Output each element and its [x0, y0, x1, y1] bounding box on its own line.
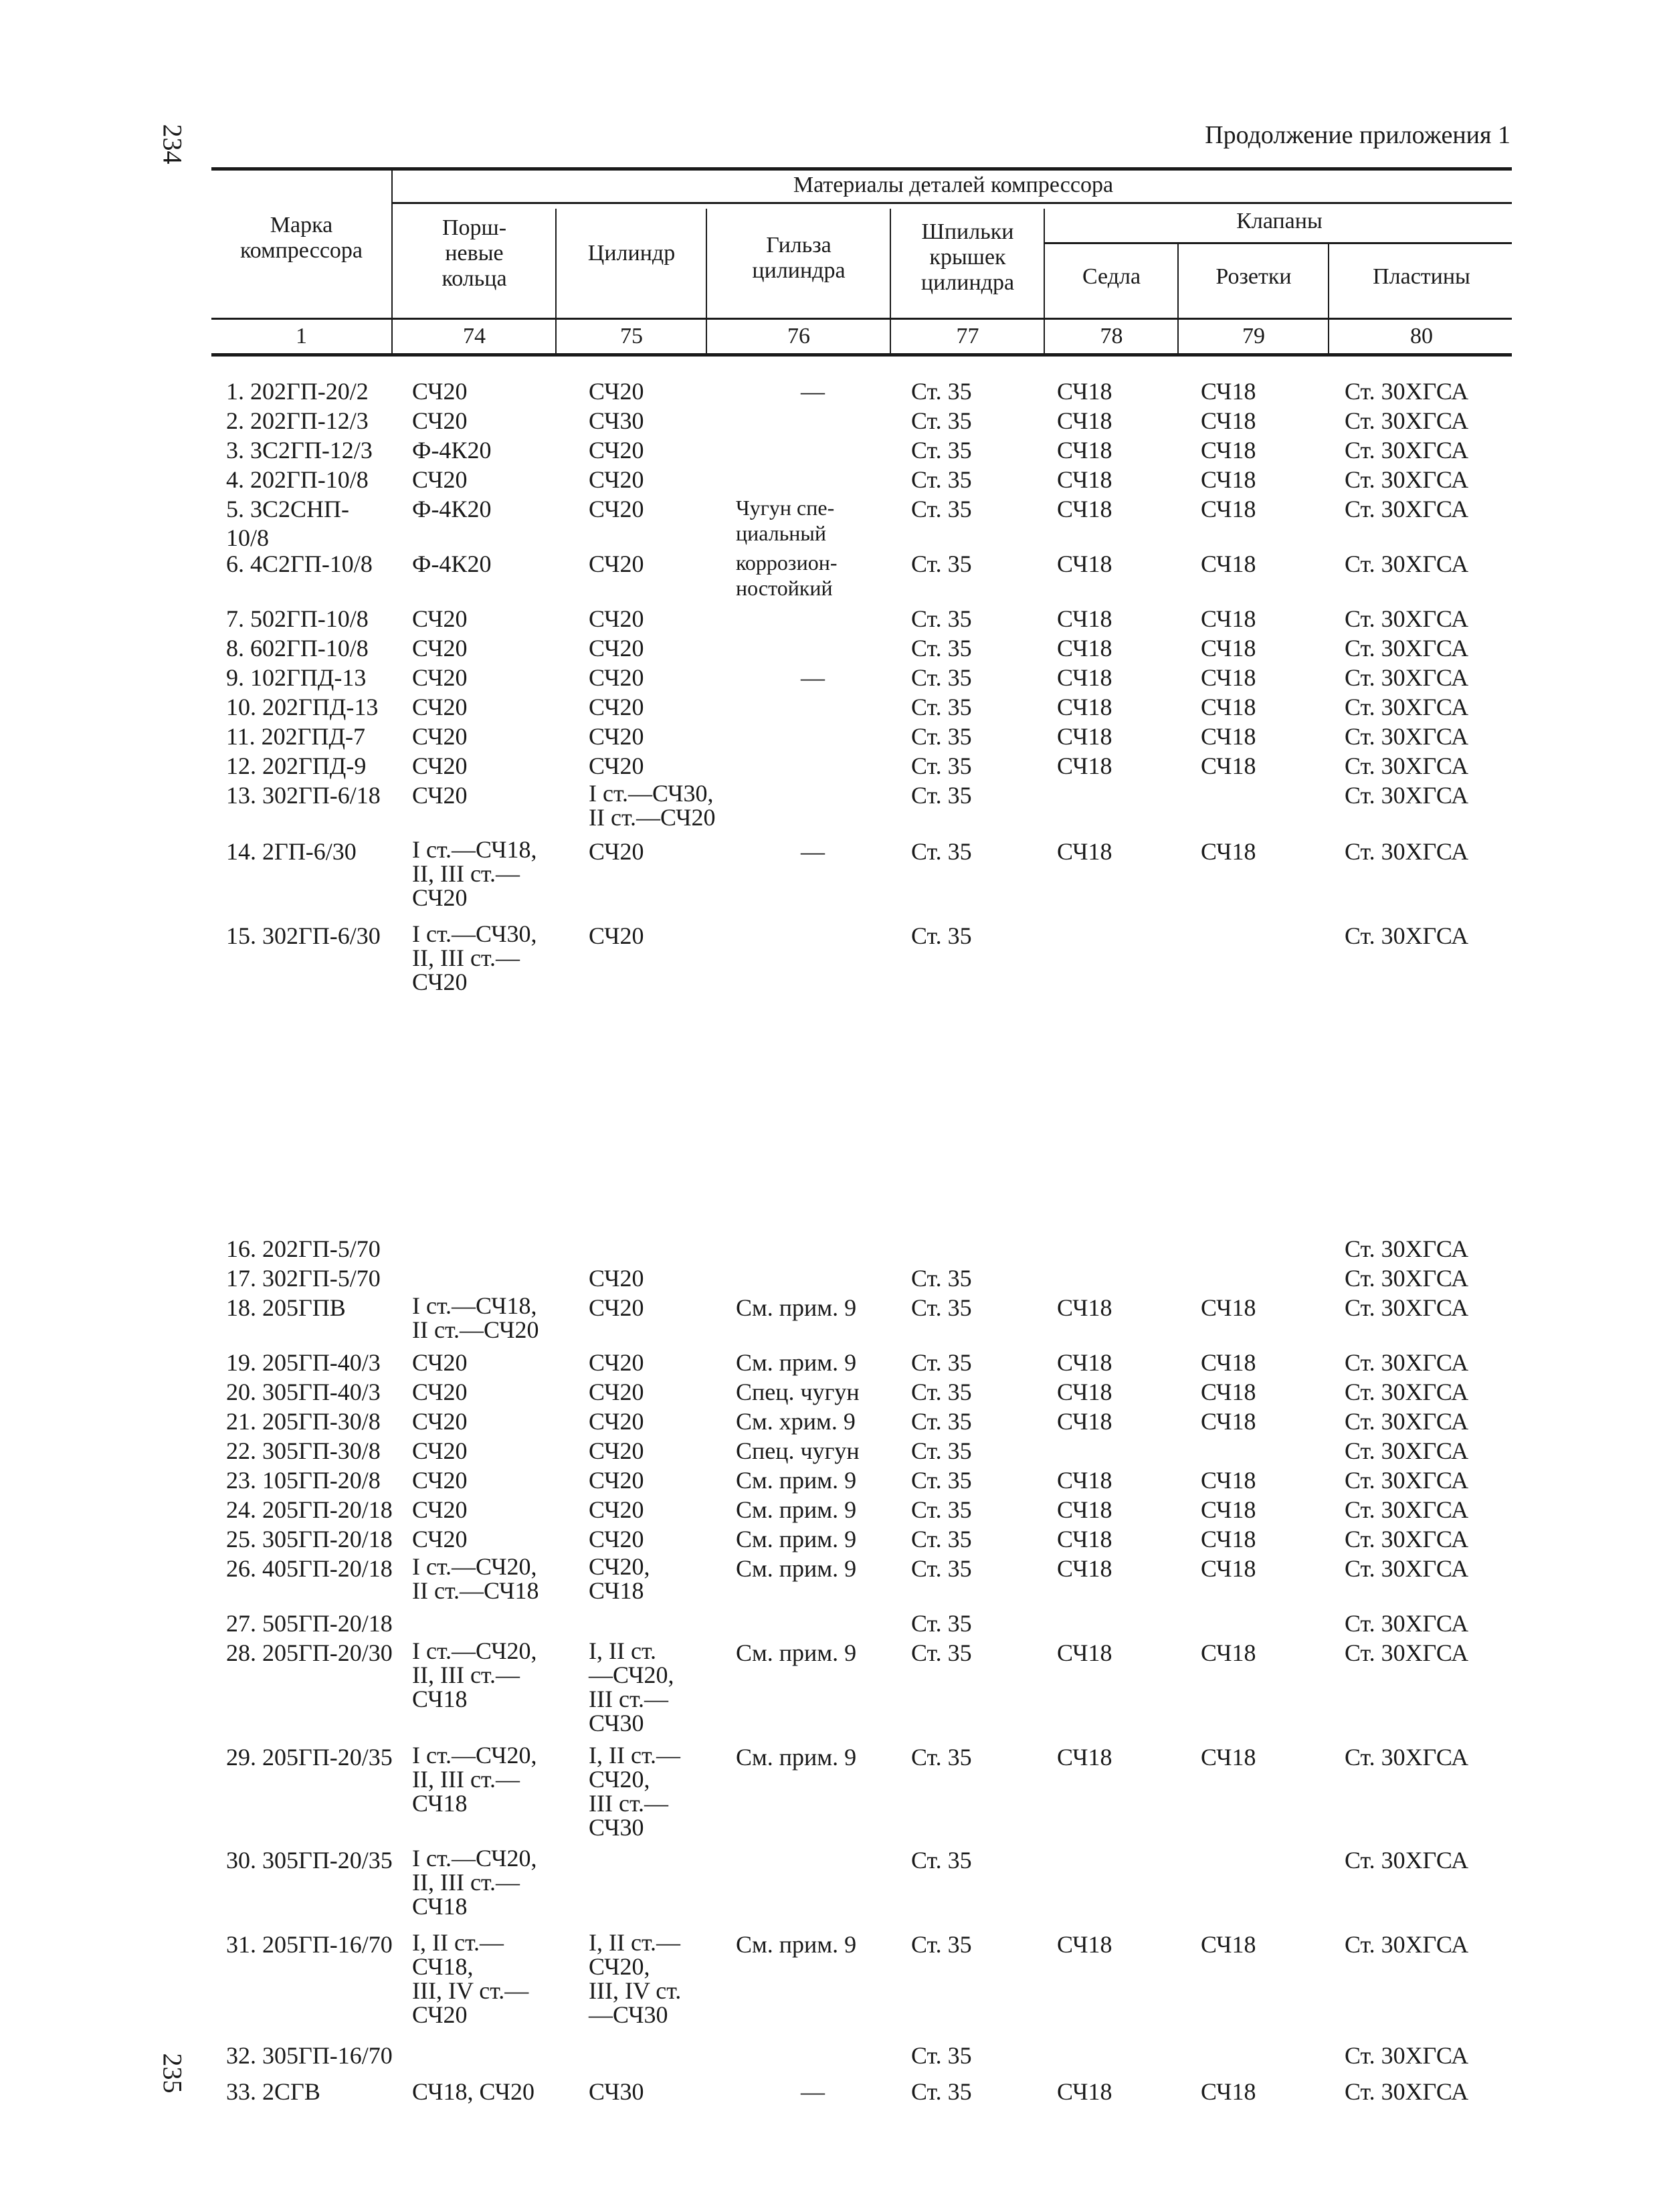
header-bottom-rule — [211, 318, 1512, 320]
cell-plates: Ст. 30ХГСА — [1345, 1555, 1469, 1582]
header-cylinder: Цилиндр — [587, 241, 676, 266]
header-seats: Седла — [1082, 264, 1141, 289]
cell-plates: Ст. 30ХГСА — [1345, 496, 1469, 522]
cell-rosettes: СЧ18 — [1201, 1294, 1256, 1321]
cell-cylinder: СЧ20 — [589, 664, 644, 691]
cell-studs: Ст. 35 — [911, 1265, 972, 1292]
cell-plates: Ст. 30ХГСА — [1345, 782, 1469, 809]
cell-plates: Ст. 30ХГСА — [1345, 838, 1469, 865]
cell-rings: СЧ20 — [412, 635, 468, 662]
cell-liner: См. прим. 9 — [736, 1555, 857, 1582]
cell-rosettes: СЧ18 — [1201, 2078, 1256, 2105]
cell-marka: 29. 205ГП-20/35 — [226, 1744, 393, 1771]
cell-liner: См. прим. 9 — [736, 1526, 857, 1552]
cell-plates: Ст. 30ХГСА — [1345, 1408, 1469, 1435]
cell-plates: Ст. 30ХГСА — [1345, 1294, 1469, 1321]
cell-rings: I ст.—СЧ20, II, III ст.— СЧ18 — [412, 1742, 537, 1817]
cell-marka: 16. 202ГП-5/70 — [226, 1235, 381, 1262]
cell-liner: — — [801, 664, 825, 691]
cell-studs: Ст. 35 — [911, 378, 972, 405]
cell-marka: 1. 202ГП-20/2 — [226, 378, 369, 405]
cell-rosettes: СЧ18 — [1201, 605, 1256, 632]
cell-studs: Ст. 35 — [911, 1555, 972, 1582]
cell-seats: СЧ18 — [1057, 694, 1112, 720]
cell-plates: Ст. 30ХГСА — [1345, 1379, 1469, 1405]
cell-studs: Ст. 35 — [911, 1931, 972, 1958]
cell-seats: СЧ18 — [1057, 2078, 1112, 2105]
cell-studs: Ст. 35 — [911, 2042, 972, 2069]
cell-cylinder: СЧ20 — [589, 1408, 644, 1435]
cell-rosettes: СЧ18 — [1201, 752, 1256, 779]
cell-rings: СЧ18, СЧ20 — [412, 2078, 535, 2105]
header-divider — [1044, 209, 1045, 355]
header-divider — [706, 209, 707, 355]
cell-plates: Ст. 30ХГСА — [1345, 752, 1469, 779]
cell-marka: 31. 205ГП-16/70 — [226, 1931, 393, 1958]
cell-rings: I ст.—СЧ18, II, III ст.— СЧ20 — [412, 836, 537, 911]
cell-studs: Ст. 35 — [911, 466, 972, 493]
cell-plates: Ст. 30ХГСА — [1345, 1349, 1469, 1376]
cell-liner: Спец. чугун — [736, 1379, 860, 1405]
cell-seats: СЧ18 — [1057, 1294, 1112, 1321]
cell-plates: Ст. 30ХГСА — [1345, 378, 1469, 405]
cell-rings: СЧ20 — [412, 1526, 468, 1552]
cell-rings: СЧ20 — [412, 752, 468, 779]
cell-cylinder: СЧ20 — [589, 723, 644, 750]
cell-studs: Ст. 35 — [911, 1379, 972, 1405]
cell-cylinder: СЧ20 — [589, 922, 644, 949]
cell-rosettes: СЧ18 — [1201, 1931, 1256, 1958]
header-top-rule — [211, 167, 1512, 171]
cell-marka: 32. 305ГП-16/70 — [226, 2042, 393, 2069]
cell-studs: Ст. 35 — [911, 1349, 972, 1376]
cell-cylinder: СЧ30 — [589, 407, 644, 434]
cell-studs: Ст. 35 — [911, 437, 972, 464]
cell-seats: СЧ18 — [1057, 378, 1112, 405]
cell-cylinder: СЧ20 — [589, 437, 644, 464]
cell-rosettes: СЧ18 — [1201, 664, 1256, 691]
cell-rosettes: СЧ18 — [1201, 1467, 1256, 1494]
cell-rings: СЧ20 — [412, 1467, 468, 1494]
cell-seats: СЧ18 — [1057, 752, 1112, 779]
cell-rings: СЧ20 — [412, 664, 468, 691]
cell-cylinder: СЧ20 — [589, 1467, 644, 1494]
cell-liner: — — [801, 378, 825, 405]
cell-cylinder: СЧ20 — [589, 605, 644, 632]
cell-plates: Ст. 30ХГСА — [1345, 2042, 1469, 2069]
cell-seats: СЧ18 — [1057, 1496, 1112, 1523]
cell-seats: СЧ18 — [1057, 1349, 1112, 1376]
cell-seats: СЧ18 — [1057, 635, 1112, 662]
cell-liner: См. прим. 9 — [736, 1467, 857, 1494]
cell-rosettes: СЧ18 — [1201, 550, 1256, 577]
cell-seats: СЧ18 — [1057, 1467, 1112, 1494]
cell-seats: СЧ18 — [1057, 466, 1112, 493]
cell-plates: Ст. 30ХГСА — [1345, 1265, 1469, 1292]
cell-rings: I ст.—СЧ20, II, III ст.— СЧ18 — [412, 1845, 537, 1920]
cell-seats: СЧ18 — [1057, 1408, 1112, 1435]
cell-cylinder: СЧ20 — [589, 466, 644, 493]
cell-rosettes: СЧ18 — [1201, 1526, 1256, 1552]
cell-plates: Ст. 30ХГСА — [1345, 1437, 1469, 1464]
materials-rule — [391, 202, 1512, 204]
cell-marka: 27. 505ГП-20/18 — [226, 1610, 393, 1637]
cell-cylinder: I, II ст. —СЧ20, III ст.— СЧ30 — [589, 1637, 674, 1736]
cell-studs: Ст. 35 — [911, 1639, 972, 1666]
cell-cylinder: СЧ20, СЧ18 — [589, 1553, 650, 1604]
cell-marka: 7. 502ГП-10/8 — [226, 605, 369, 632]
cell-rosettes: СЧ18 — [1201, 407, 1256, 434]
cell-marka: 13. 302ГП-6/18 — [226, 782, 381, 809]
header-rosettes: Розетки — [1215, 264, 1292, 289]
cell-marka: 21. 205ГП-30/8 — [226, 1408, 381, 1435]
header-divider — [391, 167, 393, 355]
cell-rings: СЧ20 — [412, 466, 468, 493]
cell-studs: Ст. 35 — [911, 664, 972, 691]
cell-marka: 15. 302ГП-6/30 — [226, 922, 381, 949]
cell-marka: 2. 202ГП-12/3 — [226, 407, 369, 434]
cell-rings: СЧ20 — [412, 1408, 468, 1435]
header-divider — [890, 209, 891, 355]
cell-liner: См. прим. 9 — [736, 1744, 857, 1771]
cell-studs: Ст. 35 — [911, 605, 972, 632]
cell-plates: Ст. 30ХГСА — [1345, 407, 1469, 434]
header-marka: Марка компрессора — [239, 213, 363, 264]
cell-liner: См. прим. 9 — [736, 1349, 857, 1376]
cell-studs: Ст. 35 — [911, 407, 972, 434]
cell-plates: Ст. 30ХГСА — [1345, 437, 1469, 464]
cell-cylinder: СЧ20 — [589, 496, 644, 522]
header-divider — [555, 209, 557, 355]
header-divider — [1177, 242, 1179, 355]
cell-cylinder: СЧ20 — [589, 550, 644, 577]
cell-seats: СЧ18 — [1057, 664, 1112, 691]
cell-rings: I ст.—СЧ18, II ст.—СЧ20 — [412, 1292, 539, 1343]
cell-seats: СЧ18 — [1057, 1526, 1112, 1552]
cell-marka: 10. 202ГПД-13 — [226, 694, 379, 720]
cell-cylinder: СЧ20 — [589, 838, 644, 865]
cell-marka: 24. 205ГП-20/18 — [226, 1496, 393, 1523]
cell-rosettes: СЧ18 — [1201, 437, 1256, 464]
column-number: 76 — [787, 324, 810, 348]
cell-rings: Ф-4К20 — [412, 550, 492, 577]
cell-marka: 6. 4С2ГП-10/8 — [226, 550, 373, 577]
cell-marka: 8. 602ГП-10/8 — [226, 635, 369, 662]
cell-marka: 11. 202ГПД-7 — [226, 723, 366, 750]
header-valves: Клапаны — [1236, 209, 1323, 233]
cell-plates: Ст. 30ХГСА — [1345, 1639, 1469, 1666]
cell-plates: Ст. 30ХГСА — [1345, 1847, 1469, 1874]
cell-studs: Ст. 35 — [911, 1610, 972, 1637]
cell-studs: Ст. 35 — [911, 1467, 972, 1494]
cell-plates: Ст. 30ХГСА — [1345, 1526, 1469, 1552]
cell-marka: 18. 205ГПВ — [226, 1294, 346, 1321]
column-number: 75 — [620, 324, 643, 348]
cell-rings: СЧ20 — [412, 782, 468, 809]
cell-studs: Ст. 35 — [911, 1496, 972, 1523]
cell-plates: Ст. 30ХГСА — [1345, 605, 1469, 632]
cell-seats: СЧ18 — [1057, 407, 1112, 434]
cell-rings: СЧ20 — [412, 1437, 468, 1464]
cell-marka: 20. 305ГП-40/3 — [226, 1379, 381, 1405]
cell-marka: 3. 3С2ГП-12/3 — [226, 437, 373, 464]
cell-plates: Ст. 30ХГСА — [1345, 694, 1469, 720]
cell-rings: СЧ20 — [412, 605, 468, 632]
header-materials: Материалы деталей компрессора — [793, 173, 1114, 197]
cell-marka: 19. 205ГП-40/3 — [226, 1349, 381, 1376]
header-plates: Пластины — [1373, 264, 1470, 289]
cell-rosettes: СЧ18 — [1201, 466, 1256, 493]
cell-marka: 9. 102ГПД-13 — [226, 664, 367, 691]
cell-plates: Ст. 30ХГСА — [1345, 466, 1469, 493]
cell-cylinder: СЧ20 — [589, 1379, 644, 1405]
cell-rosettes: СЧ18 — [1201, 1408, 1256, 1435]
cell-seats: СЧ18 — [1057, 1639, 1112, 1666]
cell-rosettes: СЧ18 — [1201, 723, 1256, 750]
cell-studs: Ст. 35 — [911, 1294, 972, 1321]
cell-cylinder: СЧ20 — [589, 1294, 644, 1321]
cell-cylinder: СЧ30 — [589, 2078, 644, 2105]
cell-plates: Ст. 30ХГСА — [1345, 1744, 1469, 1771]
cell-studs: Ст. 35 — [911, 723, 972, 750]
cell-cylinder: СЧ20 — [589, 752, 644, 779]
header-piston-rings: Порш- невые кольца — [442, 215, 507, 292]
cell-studs: Ст. 35 — [911, 496, 972, 522]
cell-liner: Спец. чугун — [736, 1437, 860, 1464]
cell-studs: Ст. 35 — [911, 922, 972, 949]
cell-cylinder: СЧ20 — [589, 1496, 644, 1523]
cell-rosettes: СЧ18 — [1201, 838, 1256, 865]
cell-rosettes: СЧ18 — [1201, 1555, 1256, 1582]
cell-rings: Ф-4К20 — [412, 496, 492, 522]
cell-rings: СЧ20 — [412, 1349, 468, 1376]
cell-plates: Ст. 30ХГСА — [1345, 550, 1469, 577]
valves-rule — [1044, 242, 1512, 244]
cell-cylinder: I ст.—СЧ30, II ст.—СЧ20 — [589, 780, 716, 831]
cell-liner: Чугун спе- циальный — [736, 496, 835, 545]
cell-plates: Ст. 30ХГСА — [1345, 922, 1469, 949]
cell-seats: СЧ18 — [1057, 723, 1112, 750]
cell-studs: Ст. 35 — [911, 635, 972, 662]
cell-rings: Ф-4К20 — [412, 437, 492, 464]
cell-studs: Ст. 35 — [911, 838, 972, 865]
cell-plates: Ст. 30ХГСА — [1345, 2078, 1469, 2105]
cell-studs: Ст. 35 — [911, 1847, 972, 1874]
cell-plates: Ст. 30ХГСА — [1345, 1496, 1469, 1523]
cell-plates: Ст. 30ХГСА — [1345, 1610, 1469, 1637]
cell-cylinder: СЧ20 — [589, 1265, 644, 1292]
cell-rings: СЧ20 — [412, 723, 468, 750]
cell-liner: См. прим. 9 — [736, 1294, 857, 1321]
cell-seats: СЧ18 — [1057, 1555, 1112, 1582]
cell-studs: Ст. 35 — [911, 694, 972, 720]
cell-studs: Ст. 35 — [911, 1526, 972, 1552]
cell-rings: СЧ20 — [412, 1496, 468, 1523]
column-number: 78 — [1100, 324, 1123, 348]
cell-marka: 30. 305ГП-20/35 — [226, 1847, 393, 1874]
cell-plates: Ст. 30ХГСА — [1345, 664, 1469, 691]
cell-cylinder: СЧ20 — [589, 1526, 644, 1552]
cell-plates: Ст. 30ХГСА — [1345, 1467, 1469, 1494]
cell-marka: 5. 3С2СНП- 10/8 — [226, 496, 350, 551]
cell-cylinder: СЧ20 — [589, 1349, 644, 1376]
cell-seats: СЧ18 — [1057, 1931, 1112, 1958]
cell-rings: I ст.—СЧ30, II, III ст.— СЧ20 — [412, 920, 537, 995]
cell-rosettes: СЧ18 — [1201, 496, 1256, 522]
cell-marka: 12. 202ГПД-9 — [226, 752, 367, 779]
cell-marka: 4. 202ГП-10/8 — [226, 466, 369, 493]
cell-cylinder: I, II ст.— СЧ20, III ст.— СЧ30 — [589, 1742, 680, 1841]
cell-marka: 23. 105ГП-20/8 — [226, 1467, 381, 1494]
cell-rosettes: СЧ18 — [1201, 635, 1256, 662]
cell-studs: Ст. 35 — [911, 550, 972, 577]
cell-studs: Ст. 35 — [911, 1437, 972, 1464]
cell-liner: См. прим. 9 — [736, 1931, 857, 1958]
cell-rosettes: СЧ18 — [1201, 1379, 1256, 1405]
cell-marka: 28. 205ГП-20/30 — [226, 1639, 393, 1666]
cell-marka: 14. 2ГП-6/30 — [226, 838, 357, 865]
cell-marka: 26. 405ГП-20/18 — [226, 1555, 393, 1582]
column-number: 74 — [463, 324, 486, 348]
cell-rosettes: СЧ18 — [1201, 1349, 1256, 1376]
cell-studs: Ст. 35 — [911, 782, 972, 809]
cell-rosettes: СЧ18 — [1201, 694, 1256, 720]
cell-cylinder: СЧ20 — [589, 1437, 644, 1464]
cell-liner: См. прим. 9 — [736, 1639, 857, 1666]
cell-seats: СЧ18 — [1057, 1379, 1112, 1405]
caption: Продолжение приложения 1 — [1205, 121, 1510, 149]
cell-rings: СЧ20 — [412, 407, 468, 434]
cell-marka: 33. 2СГВ — [226, 2078, 320, 2105]
column-number: 77 — [956, 324, 979, 348]
cell-marka: 22. 305ГП-30/8 — [226, 1437, 381, 1464]
cell-rings: I ст.—СЧ20, II, III ст.— СЧ18 — [412, 1637, 537, 1712]
cell-cylinder: СЧ20 — [589, 635, 644, 662]
cell-rosettes: СЧ18 — [1201, 1496, 1256, 1523]
cell-plates: Ст. 30ХГСА — [1345, 1931, 1469, 1958]
column-number: 80 — [1410, 324, 1433, 348]
cell-cylinder: I, II ст.— СЧ20, III, IV ст. —СЧ30 — [589, 1929, 682, 2028]
cell-rings: СЧ20 — [412, 694, 468, 720]
cell-liner: — — [801, 838, 825, 865]
column-number: 1 — [296, 324, 307, 348]
cell-seats: СЧ18 — [1057, 437, 1112, 464]
cell-rings: I, II ст.— СЧ18, III, IV ст.— СЧ20 — [412, 1929, 529, 2028]
numbers-rule — [211, 353, 1512, 357]
page-number-bottom: 235 — [157, 2053, 188, 2094]
cell-plates: Ст. 30ХГСА — [1345, 635, 1469, 662]
cell-studs: Ст. 35 — [911, 2078, 972, 2105]
header-divider — [1328, 242, 1329, 355]
cell-studs: Ст. 35 — [911, 1744, 972, 1771]
cell-liner: — — [801, 2078, 825, 2105]
cell-cylinder: СЧ20 — [589, 378, 644, 405]
cell-rosettes: СЧ18 — [1201, 378, 1256, 405]
cell-plates: Ст. 30ХГСА — [1345, 1235, 1469, 1262]
cell-rings: СЧ20 — [412, 378, 468, 405]
cell-rings: СЧ20 — [412, 1379, 468, 1405]
cell-liner: коррозион- ностойкий — [736, 550, 838, 600]
header-liner: Гильза цилиндра — [752, 233, 846, 284]
cell-seats: СЧ18 — [1057, 550, 1112, 577]
cell-plates: Ст. 30ХГСА — [1345, 723, 1469, 750]
cell-marka: 17. 302ГП-5/70 — [226, 1265, 381, 1292]
cell-seats: СЧ18 — [1057, 838, 1112, 865]
cell-liner: См. прим. 9 — [736, 1496, 857, 1523]
cell-studs: Ст. 35 — [911, 1408, 972, 1435]
column-number: 79 — [1242, 324, 1265, 348]
cell-cylinder: СЧ20 — [589, 694, 644, 720]
cell-liner: См. хрим. 9 — [736, 1408, 856, 1435]
cell-rosettes: СЧ18 — [1201, 1744, 1256, 1771]
cell-studs: Ст. 35 — [911, 752, 972, 779]
cell-rings: I ст.—СЧ20, II ст.—СЧ18 — [412, 1553, 539, 1604]
header-studs: Шпильки крышек цилиндра — [920, 219, 1015, 296]
page-number-top: 234 — [157, 124, 188, 165]
cell-seats: СЧ18 — [1057, 1744, 1112, 1771]
cell-seats: СЧ18 — [1057, 605, 1112, 632]
cell-marka: 25. 305ГП-20/18 — [226, 1526, 393, 1552]
cell-rosettes: СЧ18 — [1201, 1639, 1256, 1666]
cell-seats: СЧ18 — [1057, 496, 1112, 522]
